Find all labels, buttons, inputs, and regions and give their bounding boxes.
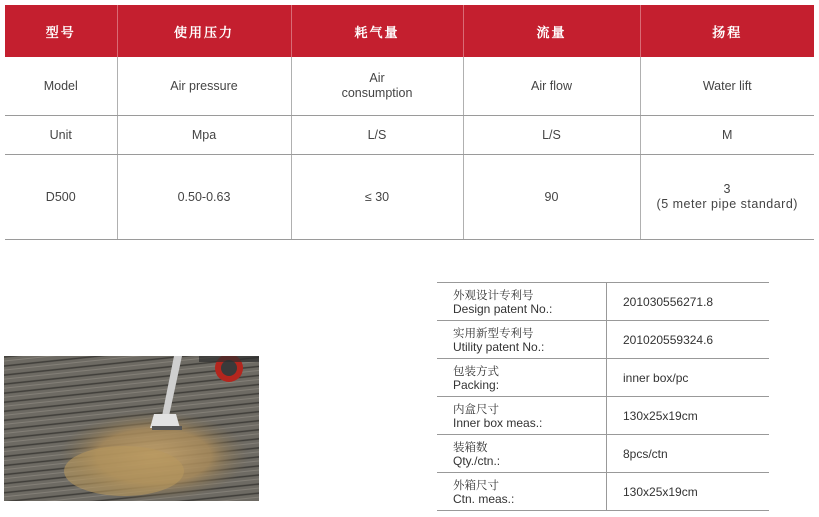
info-value: 8pcs/ctn [607,435,770,473]
header-consumption: 耗气量 [291,5,463,57]
info-value: 201030556271.8 [607,283,770,321]
product-photo [4,356,259,501]
cell: ≤ 30 [291,155,463,240]
info-row [437,435,769,473]
cell: Mpa [117,116,291,155]
info-value: 130x25x19cm [607,397,770,435]
info-table [437,282,769,511]
info-label: 包装方式 Packing: [437,359,607,397]
info-value: inner box/pc [607,359,770,397]
cell: 3 (5 meter pipe standard) [640,155,814,240]
cell: L/S [291,116,463,155]
spec-header-row [5,5,814,57]
cell: Model [5,57,117,116]
cell: Air flow [463,57,640,116]
spec-row [5,155,814,240]
info-value: 201020559324.6 [607,321,770,359]
info-row [437,397,769,435]
info-row [437,473,769,511]
header-flow: 流量 [463,5,640,57]
spec-row [5,116,814,155]
header-pressure: 使用压力 [117,5,291,57]
info-label: 内盒尺寸 Inner box meas.: [437,397,607,435]
spec-row [5,57,814,116]
cell: Unit [5,116,117,155]
spec-table [5,5,814,240]
cell: Air pressure [117,57,291,116]
info-row [437,283,769,321]
info-label: 实用新型专利号 Utility patent No.: [437,321,607,359]
cell: Air consumption [291,57,463,116]
info-label: 装箱数 Qty./ctn.: [437,435,607,473]
cell: D500 [5,155,117,240]
cell: L/S [463,116,640,155]
info-label: 外观设计专利号 Design patent No.: [437,283,607,321]
header-model: 型号 [5,5,117,57]
info-row [437,359,769,397]
cell: 90 [463,155,640,240]
cell: M [640,116,814,155]
info-value: 130x25x19cm [607,473,770,511]
info-label: 外箱尺寸 Ctn. meas.: [437,473,607,511]
info-row [437,321,769,359]
header-lift: 扬程 [640,5,814,57]
cell: 0.50-0.63 [117,155,291,240]
cell: Water lift [640,57,814,116]
